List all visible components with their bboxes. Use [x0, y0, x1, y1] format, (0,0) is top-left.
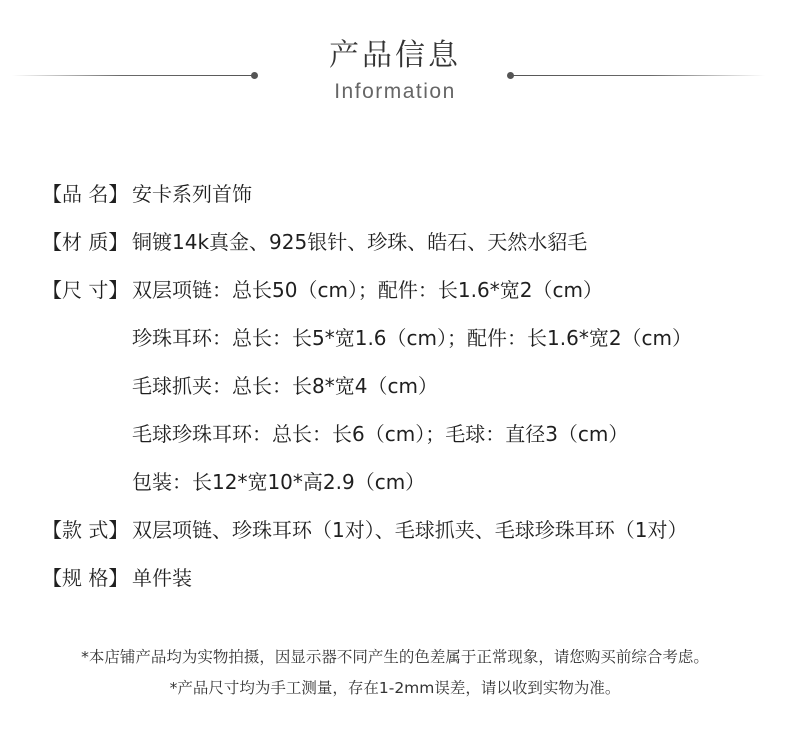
spec-row-size — [42, 277, 603, 303]
spec-value: 毛球抓夹：总长：长8*宽4（cm） — [132, 374, 438, 398]
spec-label: 【品 名】 — [42, 182, 129, 206]
spec-row-material — [42, 229, 587, 255]
spec-label: 【材 质】 — [42, 230, 129, 254]
spec-value: 铜镀14k真金、925银针、珍珠、皓石、天然水貂毛 — [132, 230, 588, 254]
spec-value: 双层项链：总长50（cm）；配件：长1.6*宽2（cm） — [132, 278, 603, 302]
spec-value: 毛球珍珠耳环：总长：长6（cm）；毛球：直径3（cm） — [132, 422, 629, 446]
divider-line-right — [510, 75, 765, 76]
spec-row-size-package — [132, 469, 425, 495]
divider-dot-left — [251, 72, 258, 79]
spec-row-style — [42, 517, 687, 543]
spec-label: 【规 格】 — [42, 566, 129, 590]
spec-row-size-pompom-earrings — [132, 421, 628, 447]
spec-label: 【款 式】 — [42, 518, 129, 542]
spec-value: 单件装 — [132, 566, 192, 590]
spec-row-spec — [42, 565, 192, 591]
spec-label: 【尺 寸】 — [42, 278, 129, 302]
spec-value: 安卡系列首饰 — [132, 182, 252, 206]
header-subtitle: Information — [334, 80, 456, 103]
divider-line-left — [12, 75, 254, 76]
spec-value: 双层项链、珍珠耳环（1对）、毛球抓夹、毛球珍珠耳环（1对） — [132, 518, 688, 542]
spec-row-size-clip — [132, 373, 438, 399]
header-title: 产品信息 — [329, 38, 461, 73]
divider-dot-right — [507, 72, 514, 79]
spec-value: 包装：长12*宽10*高2.9（cm） — [132, 470, 426, 494]
disclaimer-note-size: *产品尺寸均为手工测量，存在1-2mm误差，请以收到实物为准。 — [169, 679, 621, 697]
disclaimer-note-color: *本店铺产品均为实物拍摄，因显示器不同产生的色差属于正常现象，请您购买前综合考虑。 — [81, 648, 709, 666]
spec-row-size-earrings — [132, 325, 692, 351]
spec-value: 珍珠耳环：总长：长5*宽1.6（cm）；配件：长1.6*宽2（cm） — [132, 326, 693, 350]
spec-row-name — [42, 181, 252, 207]
